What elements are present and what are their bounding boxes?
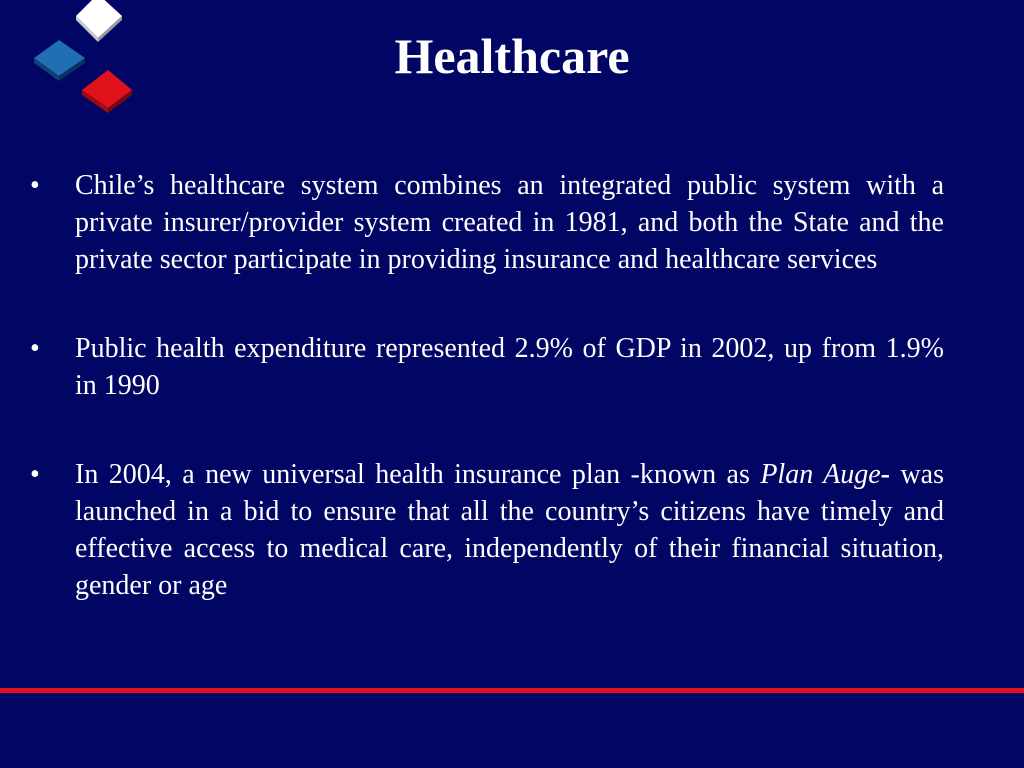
slide-title: Healthcare bbox=[394, 28, 630, 84]
bullet-dot: • bbox=[30, 333, 40, 364]
bullet-dot: • bbox=[30, 459, 40, 490]
bullet-item bbox=[28, 456, 944, 604]
bullet-list bbox=[28, 167, 944, 656]
plan-name-dash: - bbox=[880, 459, 890, 490]
bullet-text: Chile’s healthcare system combines an integrated public system with a private insurer/provider system created in 1981, and both the State and the private sector participate in providing insurance and healthcare services bbox=[75, 170, 944, 275]
bullet-dot: • bbox=[30, 170, 40, 201]
bullet-text-end: was launched in a bid to ensure that all the country’s citizens have timely and effective access to medical care, independently of their financial situation, gender or age bbox=[75, 459, 944, 601]
plan-name-italic: Plan Auge bbox=[760, 459, 881, 490]
bullet-item bbox=[28, 167, 944, 278]
bullet-item bbox=[28, 330, 944, 404]
bullet-text-start: In 2004, a new universal health insurance plan -known as bbox=[75, 459, 761, 490]
bullet-text: Public health expenditure represented 2.9% of GDP in 2002, up from 1.9% in 1990 bbox=[75, 333, 944, 401]
bottom-divider bbox=[0, 688, 1024, 693]
